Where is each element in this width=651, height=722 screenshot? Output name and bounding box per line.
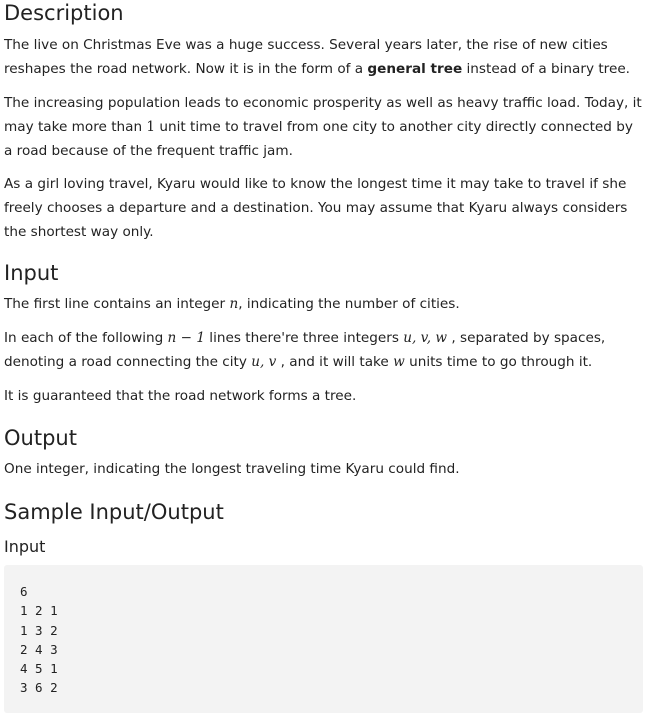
text: The first line contains an integer — [4, 296, 230, 312]
math-n-minus-1: n − 1 — [167, 330, 205, 346]
text: , separated by spaces, denoting a road connecting the city — [4, 330, 606, 370]
description-heading: Description — [4, 1, 124, 25]
text: In each of the following — [4, 330, 168, 346]
description-paragraph-2 — [4, 91, 644, 163]
text: units time to go through it. — [404, 354, 593, 370]
input-paragraph-1 — [4, 292, 644, 316]
code-line: 6 — [20, 584, 28, 599]
code-line: 2 4 3 — [20, 641, 58, 657]
math-n: n — [229, 296, 239, 312]
sample-heading: Sample Input/Output — [4, 500, 224, 524]
math-uv: u, v — [251, 354, 277, 370]
code-line: 1 2 1 — [20, 603, 58, 619]
text: The increasing population leads to economic prosperity as well as heavy traffic load. Today, it may take more than — [4, 95, 642, 135]
code-line: 1 3 2 — [20, 622, 58, 638]
text: instead of a binary tree. — [462, 61, 631, 77]
description-paragraph-3: As a girl loving travel, Kyaru would like to know the longest time it may take to travel if she freely chooses a departure and a destination. You may assume that Kyaru always considers the shortest way only. — [4, 176, 628, 240]
code-line: 3 6 2 — [20, 680, 58, 696]
text: , indicating the number of cities. — [238, 296, 460, 312]
math-one: 1 — [146, 119, 156, 135]
input-heading: Input — [4, 261, 59, 285]
text: unit time to travel from one city to another city directly connected by a road because of the frequent traffic jam. — [4, 119, 633, 159]
input-paragraph-2 — [4, 326, 644, 374]
sample-input-code-block[interactable] — [4, 565, 643, 713]
output-paragraph: One integer, indicating the longest traveling time Kyaru could find. — [4, 461, 460, 477]
output-heading: Output — [4, 426, 77, 450]
general-tree-bold: general tree — [367, 61, 463, 77]
code-line: 4 5 1 — [20, 661, 58, 677]
input-paragraph-3: It is guaranteed that the road network forms a tree. — [4, 388, 357, 404]
description-paragraph-1 — [4, 33, 644, 81]
text: The live on Christmas Eve was a huge success. Several years later, the rise of new cities reshapes the road network. Now it is in the form of a — [4, 37, 608, 77]
sample-input-label: Input — [4, 537, 46, 556]
math-uvw: u, v, w — [403, 330, 448, 346]
math-w: w — [393, 354, 405, 370]
text: , and it will take — [276, 354, 394, 370]
text: lines there're three integers — [204, 330, 404, 346]
